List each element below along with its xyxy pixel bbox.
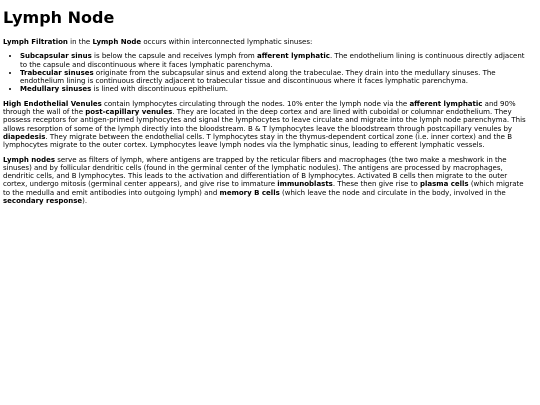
list-item-subcapsular-sinus: • Subcapsular sinus is below the capsule and receives lymph from afferent lymphatic. The endothelium lining is continuous directly adjacent to the capsule and discontinuous where it faces lymphatic parenchyma.: [20, 52, 531, 69]
intro-term-lymph-filtration: Lymph Filtration: [3, 38, 68, 46]
list-item-medullary-sinuses: • Medullary sinuses is lined with discontinuous epithelium.: [20, 85, 531, 93]
hev-paragraph: High Endothelial Venules contain lymphocytes circulating through the nodes. 10% enter the lymph node via the afferent lymphatic and 90% through the wall of the post-capillary venules. They are located in the deep cortex and are lined with cuboidal or columnar endothelium. They possess receptors for antigen-primed lymphocytes and signal the lymphocytes to leave circulate and migrate into the lymph node parenchyma. This allows resorption of some of the lymph directly into the bloodstream. B & T lymphocytes leave the bloodstream through postcapillary venules by diapedesis. They migrate between the endothelial cells. T lymphocytes stay in the thymus-dependent cortical zone (i.e. inner cortex) and the B lymphocytes migrate to the outer cortex. Lymphocytes leave lymph nodes via the lymphatic sinus, leading to efferent lymphatic vessels.: [3, 99, 526, 150]
sinus-list: [3, 52, 531, 93]
intro-term-lymph-node: Lymph Node: [92, 38, 142, 46]
list-item-trabecular-sinuses: • Trabecular sinuses originate from the subcapsular sinus and extend along the trabeculae. They drain into the medullary sinuses. The endothelium lining is continuous directly adjacent to trabecular tissue and discontinuous where it faces lymphatic parenchyma.: [20, 69, 531, 86]
page-title: Lymph Node: [3, 8, 115, 27]
lymph-nodes-paragraph: Lymph nodes serve as filters of lymph, where antigens are trapped by the reticular fibers and macrophages (the two make a meshwork in the sinuses) and by follicular dendritic cells (found in the germinal center of the lymphatic nodules). The antigens are processed by macrophages, dendritic cells, and B lymphocytes. This leads to the activation and differentiation of B lymphocytes. Activated B cells then migrate to the outer cortex, undergo mitosis (germinal center appears), and give rise to immature immunoblasts. These then give rise to plasma cells (which migrate to the medulla and emit antibodies into outgoing lymph) and memory B cells (which leave the node and circulate in the body, involved in the secondary response).: [3, 155, 524, 206]
intro-paragraph: Lymph Filtration in the Lymph Node occurs within interconnected lymphatic sinuses:: [3, 38, 313, 46]
